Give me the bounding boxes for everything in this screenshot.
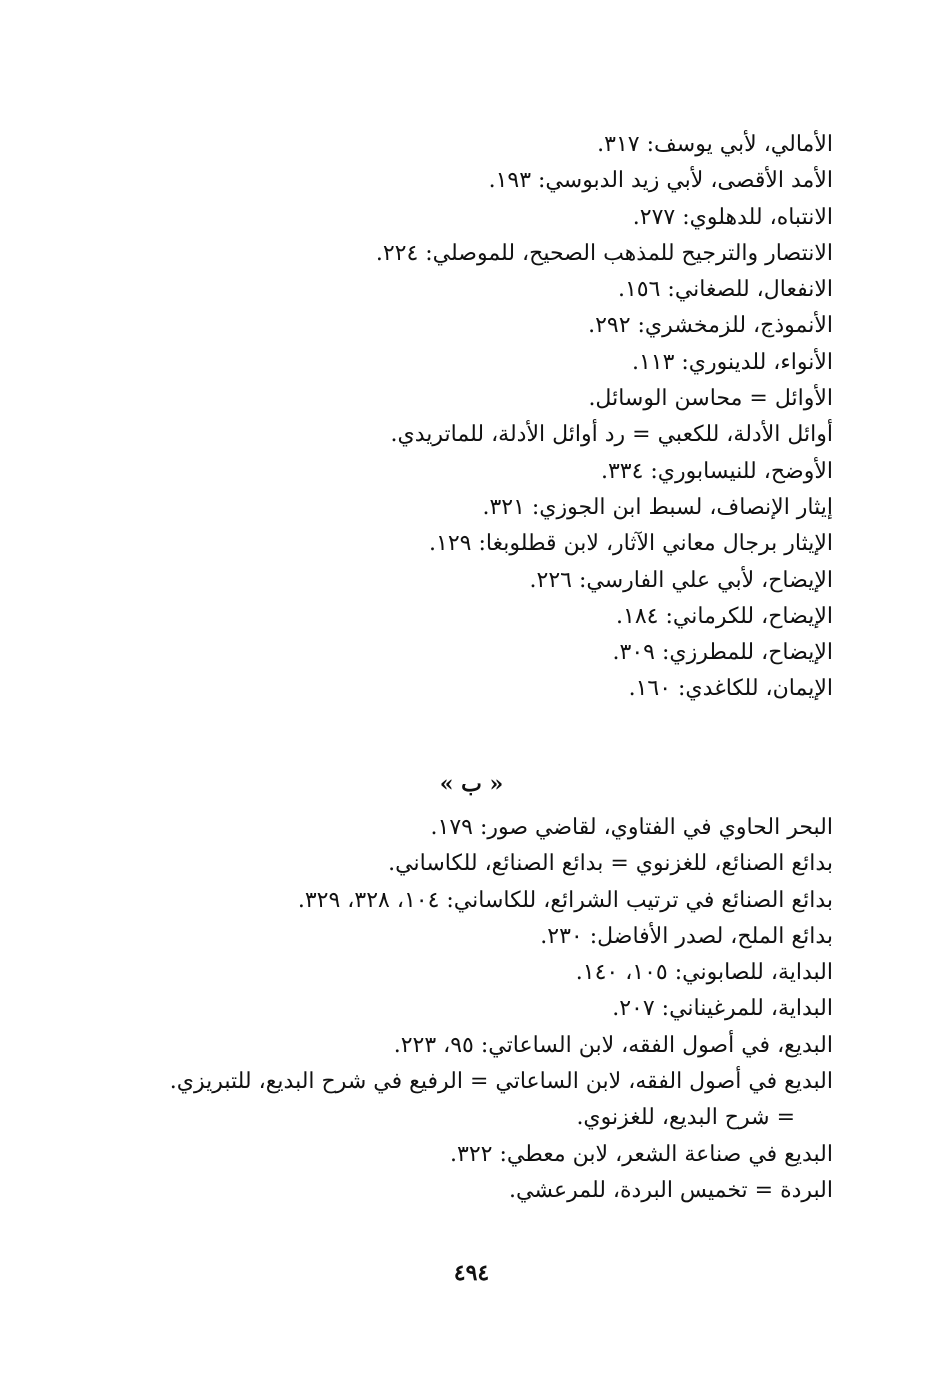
- index-entry: البردة = تخميس البردة، للمرعشي.: [509, 1177, 833, 1203]
- index-entry: الإيثار برجال معاني الآثار، لابن قطلوبغا: ١٢٩.: [429, 531, 833, 557]
- index-entry: أوائل الأدلة، للكعبي = رد أوائل الأدلة، للماتريدي.: [390, 422, 833, 448]
- index-entry: بدائع الصنائع في ترتيب الشرائع، للكاساني: ١٠٤، ٣٢٨، ٣٢٩.: [297, 887, 833, 913]
- index-entry: الأمد الأقصى، لأبي زيد الدبوسي: ١٩٣.: [488, 168, 833, 194]
- index-section-ba: [73, 810, 833, 1209]
- index-entry: البداية، للمرغيناني: ٢٠٧.: [612, 996, 833, 1022]
- index-entry: الإيضاح، للكرماني: ١٨٤.: [616, 603, 833, 629]
- index-entry: الانتباه، للدهلوي: ٢٧٧.: [632, 204, 833, 230]
- page-number: ٤٩٤: [453, 1260, 490, 1286]
- index-entry: الإيضاح، للمطرزي: ٣٠٩.: [612, 640, 833, 666]
- index-entry: الأمالي، لأبي يوسف: ٣١٧.: [597, 132, 833, 157]
- index-entry: البديع في أصول الفقه، لابن الساعاتي = الرفيع في شرح البديع، للتبريزي.: [169, 1069, 833, 1095]
- index-entry: البداية، للصابوني: ١٠٥، ١٤٠.: [575, 960, 833, 986]
- index-entry: الانفعال، للصغاني: ١٥٦.: [617, 277, 833, 303]
- index-entry: الانتصار والترجيح للمذهب الصحيح، للموصلي: ٢٢٤.: [375, 240, 833, 266]
- index-entry: البحر الحاوي في الفتاوي، لقاضي صور: ١٧٩.: [430, 815, 833, 840]
- index-entry: البديع، في أصول الفقه، لابن الساعاتي: ٩٥، ٢٢٣.: [393, 1032, 833, 1058]
- index-entry: البديع في صناعة الشعر، لابن معطي: ٣٢٢.: [450, 1141, 833, 1167]
- index-entry: إيثار الإنصاف، لسبط ابن الجوزي: ٣٢١.: [482, 494, 833, 520]
- index-entry: الأنموذج، للزمخشري: ٢٩٢.: [588, 313, 833, 339]
- index-entry: الإيمان، للكاغدي: ١٦٠.: [628, 676, 833, 702]
- index-entry: الأوضح، للنيسابوري: ٣٣٤.: [600, 458, 833, 484]
- index-entry: بدائع الملح، لصدر الأفاضل: ٢٣٠.: [540, 923, 833, 949]
- section-header-ba: « ب »: [439, 771, 504, 797]
- index-entry: الإيضاح، لأبي علي الفارسي: ٢٢٦.: [529, 567, 833, 593]
- index-section-alif: [73, 127, 833, 708]
- index-entry: الأنواء، للدينوري: ١١٣.: [631, 349, 833, 375]
- index-entry-continuation: = شرح البديع، للغزنوي.: [576, 1105, 795, 1131]
- index-entry: الأوائل = محاسن الوسائل.: [588, 386, 833, 412]
- index-entry: بدائع الصنائع، للغزنوي = بدائع الصنائع، للكاساني.: [388, 851, 833, 877]
